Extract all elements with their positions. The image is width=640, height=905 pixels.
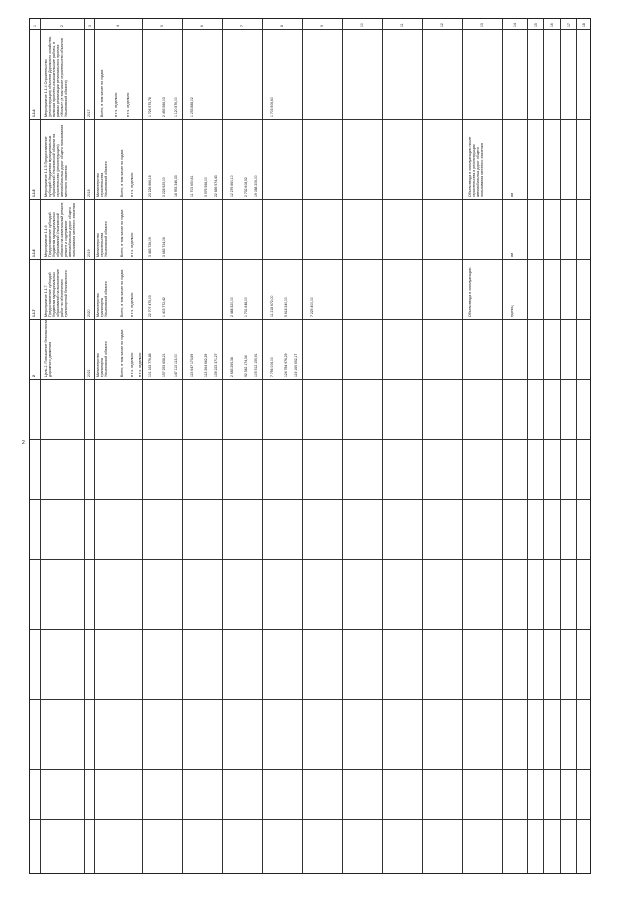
rotated-table-sheet: 1 2 3 4 5 6 7 8 9 10 11 12 13 14 15 16 17 18 1.1.4 Мероприятие 1.1.4 Строительство (реконструкция) объектов Дорожного хозяйства, включая проектно-изыскательские работы, в рамках реализации регионального проекта «Жилье» (в том числе строительство объектов Ульяновской области) 2017 Всего, в том числе по годам: в т.ч. отдельно в т.ч. отдельно 1 726 575,78 2 493 586,03 1 120 876,00 1 253 888,02 1 703 906,60 1.1.5 Мероприятие 1.1.5 Предоставление субсидий бюджетам муниципальных образований Ульяновской области на строительство (реконструкцию) автомобильных дорог общего пользования местного значения 2018 Министерство строительства Ульяновской области Всего, в том числе по годам: в т.ч. отдельно 23 226 666,16 3 228 925,00 18 953 346,33 11 703 650,61 3 576 568,00 22 689 574,43 12 276 660,10 2 732 608,52 19 088 206,00 Объем ввода в эксплуатацию после строительства и реконструкции автомобильных дорог общего пользования местного значения км 1.1.6 Мероприятие 1.1.6 Предоставление субсидий бюджетам муниципальных образований Ульяновской области на капитальный ремонт, ремонт и содержание автомобильных дорог общего пользования местного значения 2019 Министерство строительства Ульяновской области Всего, в том числе по годам: в т.ч. отдельно 3 483 726,09 3 683 724,06 км 1.1.7 Мероприятие 1.1.7 Предоставление субсидий бюджетам муниципальных образований на выполнение работ по обеспечению транспортной безопасности 2020 Министерство транспорта Ульяновской области Всего, в том числе по годам: в т.ч. отдельно 22 707 475,03 1 403 772,42 2 488 320,00 1 731 648,00 11 218 672,00 5 618 340,00 7 225 400,00 Объем ввода в эксплуатацию единиц 2 Цель 2. Повышение безопасности дорожного движения 2021 Министерство транспорта Ульяновской области Всего, в том числе по годам: в т.ч. отдельно в т.ч. отдельно 101 163 776,88 157 253 658,21 147 113 113,00 115 647 173,69 113 264 662,39 139 223 371,27 2 683 265,38 92 542 174,34 105 512 155,91 7 756 006,00 124 784 976,29 119 165 652,17: [29, 18, 591, 874]
page-number: 2: [22, 440, 25, 446]
table-grid: [30, 19, 590, 873]
